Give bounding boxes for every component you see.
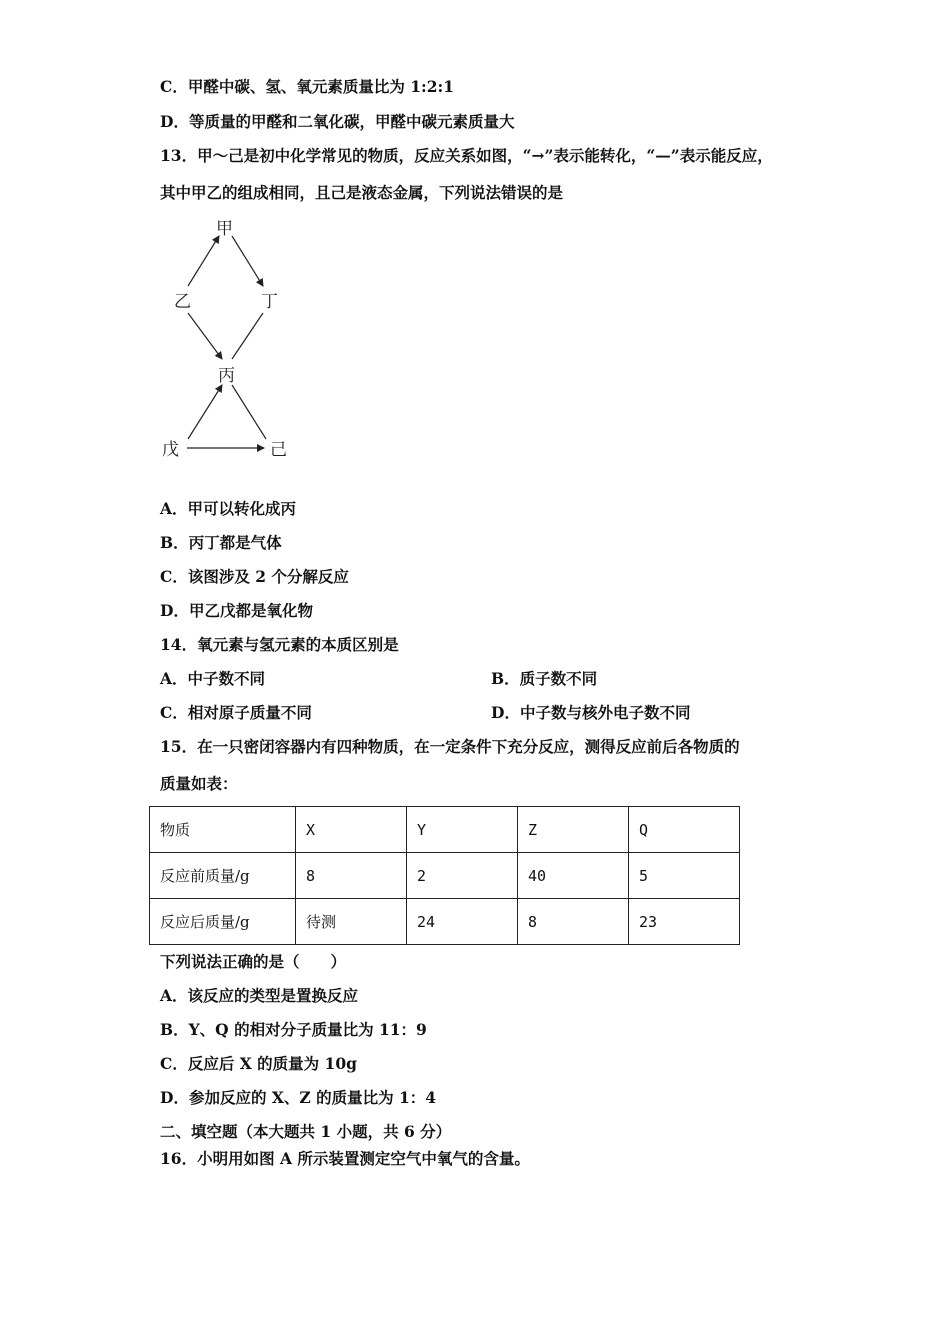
q13-reaction-diagram <box>150 213 300 463</box>
q13-option-d: D．甲乙戊都是氧化物 <box>160 601 313 620</box>
table-cell: 2 <box>407 853 518 899</box>
table-cell: 23 <box>629 899 740 945</box>
q12-option-d: D．等质量的甲醛和二氧化碳，甲醛中碳元素质量大 <box>160 112 515 131</box>
arrow-wu-to-bing <box>188 385 222 439</box>
q14-option-b: B．质子数不同 <box>491 669 598 688</box>
q15-option-a: A．该反应的类型是置换反应 <box>160 986 359 1005</box>
node-yi: 乙 <box>174 292 191 312</box>
node-ding: 丁 <box>261 292 278 312</box>
q13-option-b: B．丙丁都是气体 <box>160 533 282 552</box>
line-bing-ji <box>232 385 266 439</box>
table-cell: 5 <box>629 853 740 899</box>
line-ding-bing <box>232 313 263 359</box>
q14-option-a: A．中子数不同 <box>160 669 266 688</box>
q13-option-a: A．甲可以转化成丙 <box>160 499 297 518</box>
section2-heading: 二、填空题（本大题共 1 小题，共 6 分） <box>160 1122 452 1141</box>
q13-stem-line2: 其中甲乙的组成相同，且己是液态金属，下列说法错误的是 <box>160 183 564 202</box>
q15-stem-line2: 质量如表： <box>160 774 238 793</box>
table-cell: X <box>296 807 407 853</box>
table-row-after <box>150 899 740 945</box>
node-ji: 己 <box>270 440 287 460</box>
q14-stem: 14．氧元素与氢元素的本质区别是 <box>160 635 399 654</box>
table-cell: 物质 <box>150 807 296 853</box>
q15-option-c: C．反应后 X 的质量为 10g <box>160 1054 357 1073</box>
q12-option-c: C．甲醛中碳、氢、氧元素质量比为 1:2:1 <box>160 77 455 96</box>
table-cell: 待测 <box>296 899 407 945</box>
arrow-jia-to-ding <box>232 236 263 286</box>
q13-option-c: C．该图涉及 2 个分解反应 <box>160 567 349 586</box>
q14-option-c: C．相对原子质量不同 <box>160 703 312 722</box>
q13-stem-line1: 13．甲～己是初中化学常见的物质，反应关系如图，“→”表示能转化，“—”表示能反应， <box>160 146 773 165</box>
table-row-header <box>150 807 740 853</box>
table-cell: 8 <box>518 899 629 945</box>
q14-option-d: D．中子数与核外电子数不同 <box>491 703 691 722</box>
table-cell: 反应后质量/g <box>150 899 296 945</box>
table-row-before <box>150 853 740 899</box>
q15-option-b: B．Y、Q 的相对分子质量比为 11：9 <box>160 1020 427 1039</box>
arrow-yi-to-jia <box>188 236 219 286</box>
table-cell: 40 <box>518 853 629 899</box>
q15-stem-line1: 15．在一只密闭容器内有四种物质，在一定条件下充分反应，测得反应前后各物质的 <box>160 737 740 756</box>
arrow-yi-to-bing <box>188 313 222 359</box>
node-jia: 甲 <box>216 219 233 239</box>
q16-stem: 16．小明用如图 A 所示装置测定空气中氧气的含量。 <box>160 1149 530 1168</box>
node-bing: 丙 <box>218 366 235 386</box>
table-cell: 24 <box>407 899 518 945</box>
table-cell: Z <box>518 807 629 853</box>
table-cell: 反应前质量/g <box>150 853 296 899</box>
table-cell: Y <box>407 807 518 853</box>
table-cell: Q <box>629 807 740 853</box>
table-cell: 8 <box>296 853 407 899</box>
q15-mass-table <box>149 806 740 945</box>
q15-question: 下列说法正确的是（ ） <box>160 952 347 971</box>
node-wu: 戊 <box>162 440 179 460</box>
q15-option-d: D．参加反应的 X、Z 的质量比为 1：4 <box>160 1088 437 1107</box>
